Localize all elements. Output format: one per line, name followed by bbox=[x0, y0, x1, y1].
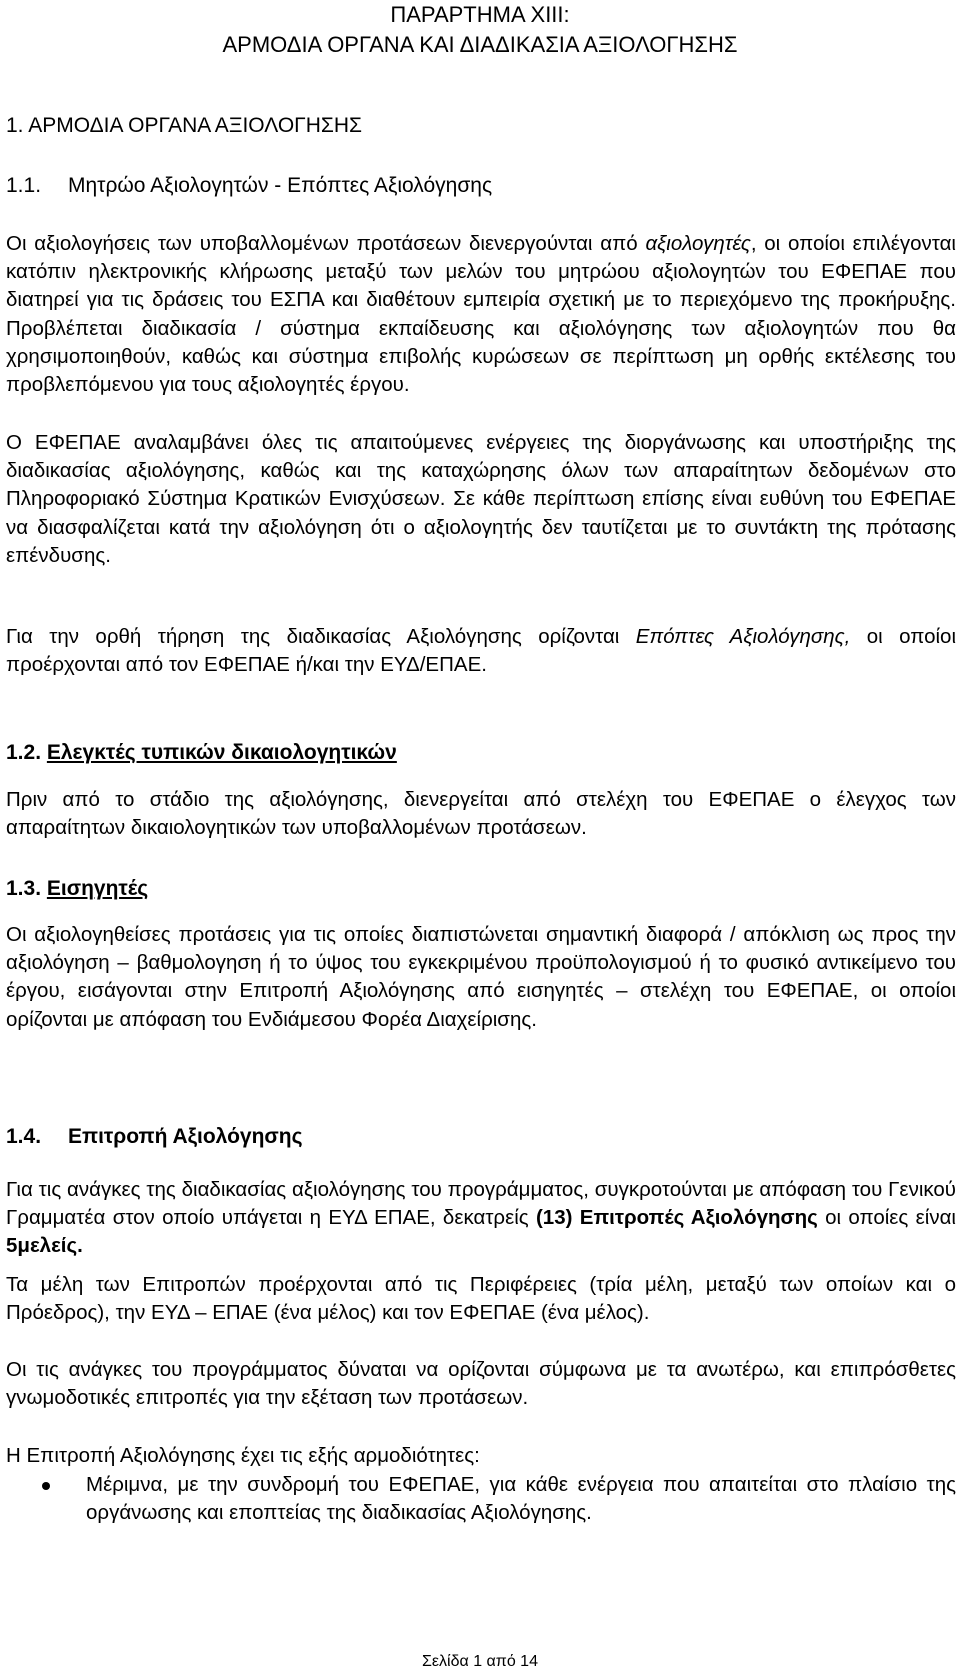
section-1-3-paragraph-1: Οι αξιολογηθείσες προτάσεις για τις οποίες διαπιστώνεται σημαντική διαφορά / απόκλιση ως προς την αξιολόγηση – βαθμολογηση ή το ύψος του εγκεκριμένου προϋπολογισμού ή το φυσικό αντικείμενο του έργου, εισάγονται στην Επιτροπή Αξιολόγησης από εισηγητές – στελέχη του ΕΦΕΠΑΕ, οι οποίοι ορίζονται με απόφαση του Ενδιάμεσου Φορέα Διαχείρισης. bbox=[6, 923, 956, 1031]
section-1-1-paragraph-2: Ο ΕΦΕΠΑΕ αναλαμβάνει όλες τις απαιτούμενες ενέργειες της διοργάνωσης και υποστήριξης της διαδικασίας αξιολόγησης, καθώς και της καταχώρησης όλων των απαραίτητων δεδομένων στο Πληροφοριακό Σύστημα Κρατικών Ενισχύσεων. Σε κάθε περίπτωση επίσης είναι ευθύνη του ΕΦΕΠΑΕ να διασφαλίζεται κατά την αξιολόγηση ότι ο αξιολογητής δεν ταυτίζεται με το συντάκτη της πρότασης επένδυσης. bbox=[6, 431, 956, 567]
section-1-2-title: Ελεγκτές τυπικών δικαιολογητικών bbox=[46, 741, 397, 764]
section-1-1-paragraph-3 bbox=[6, 623, 956, 679]
bold-members: 5μελείς. bbox=[6, 1234, 83, 1258]
section-1-2-number: 1.2. bbox=[6, 741, 42, 764]
text-run: Για τις ανάγκες της διαδικασίας αξιολόγησης του προγράμματος, συγκροτούνται με απόφαση του Γενικού Γραμματέα στον οποίο υπάγεται η ΕΥΔ ΕΠΑΕ, δεκατρείς bbox=[6, 1178, 956, 1230]
section-1-4-paragraph-4: Η Επιτροπή Αξιολόγησης έχει τις εξής αρμοδιότητες: bbox=[6, 1444, 480, 1467]
section-1-2-heading bbox=[6, 739, 956, 767]
annex-subtitle: ΑΡΜΟΔΙΑ ΟΡΓΑΝΑ ΚΑΙ ΔΙΑΔΙΚΑΣΙΑ ΑΞΙΟΛΟΓΗΣΗΣ bbox=[222, 32, 738, 57]
annex-header bbox=[0, 0, 960, 60]
page-number: Σελίδα 1 από 14 bbox=[422, 1653, 538, 1670]
section-1-1-heading bbox=[6, 172, 956, 200]
emphasis-term: αξιολογητές bbox=[645, 232, 751, 255]
section-1-4-paragraph-1 bbox=[6, 1176, 956, 1261]
responsibilities-list bbox=[6, 1471, 956, 1527]
section-1-3-heading bbox=[6, 875, 956, 903]
emphasis-term: Επόπτες Αξιολόγησης, bbox=[635, 625, 851, 648]
section-1-4-paragraph-3: Οι τις ανάγκες του προγράμματος δύναται να ορίζονται σύμφωνα με τα ανωτέρω, και επιπρόσθετες γνωμοδοτικές επιτροπές για την εξέταση των προτάσεων. bbox=[6, 1358, 956, 1410]
bold-count: (13) bbox=[535, 1206, 573, 1230]
text-run: , οι οποίοι επιλέγονται κατόπιν ηλεκτρονικής κλήρωσης μεταξύ των μελών του μητρώου αξιολογητών του ΕΦΕΠΑΕ που διατηρεί για τις δράσεις του ΕΣΠΑ και διαθέτουν εμπειρία σχετική με το περιεχόμενο της προκήρυξης. Προβλέπεται διαδικασία / σύστημα εκπαίδευσης και αξιολόγησης των αξιολογητών που θα χρησιμοποιηθούν, καθώς και σύστημα επιβολής κυρώσεων σε περίπτωση μη ορθής εκτέλεσης του προβλεπόμενου για τους αξιολογητές έργου. bbox=[6, 232, 956, 397]
text-run: οι οποίοι προέρχονται από τον ΕΦΕΠΑΕ ή/και την ΕΥΔ/ΕΠΑΕ. bbox=[6, 625, 957, 677]
text-run: οι οποίες είναι bbox=[817, 1206, 956, 1230]
section-1-1-paragraph-1 bbox=[6, 230, 956, 399]
section-1-4-paragraph-2: Τα μέλη των Επιτροπών προέρχονται από τις Περιφέρειες (τρία μέλη, μεταξύ των οποίων και ο Πρόεδρος), την ΕΥΔ – ΕΠΑΕ (ένα μέλος) και τον ΕΦΕΠΑΕ (ένα μέλος). bbox=[6, 1273, 956, 1325]
section-1-4-title: Επιτροπή Αξιολόγησης bbox=[68, 1125, 303, 1148]
text-run: Οι αξιολογήσεις των υποβαλλομένων προτάσεων διενεργούνται από bbox=[6, 232, 646, 255]
annex-title: ΠΑΡΑΡΤΗΜΑ XIII: bbox=[390, 2, 570, 27]
section-1-3-title: Εισηγητές bbox=[46, 877, 149, 900]
section-1-1-number: 1.1. bbox=[6, 174, 42, 197]
text-run bbox=[572, 1206, 579, 1229]
bullet-icon bbox=[42, 1482, 50, 1490]
section-1-4-number: 1.4. bbox=[6, 1125, 42, 1148]
bold-committees: Επιτροπές Αξιολόγησης bbox=[579, 1206, 818, 1230]
list-item bbox=[6, 1471, 956, 1527]
section-1-3-number: 1.3. bbox=[6, 877, 42, 900]
section-1-1-title: Μητρώο Αξιολογητών - Επόπτες Αξιολόγησης bbox=[68, 174, 493, 197]
section-1-4-heading bbox=[6, 1123, 956, 1151]
section-1-heading: 1. ΑΡΜΟΔΙΑ ΟΡΓΑΝΑ ΑΞΙΟΛΟΓΗΣΗΣ bbox=[6, 114, 363, 137]
text-run: Για την ορθή τήρηση της διαδικασίας Αξιολόγησης ορίζονται bbox=[6, 625, 636, 648]
list-item-text: Μέριμνα, με την συνδρομή του ΕΦΕΠΑΕ, για κάθε ενέργεια που απαιτείται στο πλαίσιο της οργάνωσης και εποπτείας της διαδικασίας Αξιολόγησης. bbox=[86, 1473, 956, 1525]
section-1-2-paragraph-1: Πριν από το στάδιο της αξιολόγησης, διενεργείται από στελέχη του ΕΦΕΠΑΕ ο έλεγχος των απαραίτητων δικαιολογητικών των υποβαλλομένων προτάσεων. bbox=[6, 788, 956, 840]
